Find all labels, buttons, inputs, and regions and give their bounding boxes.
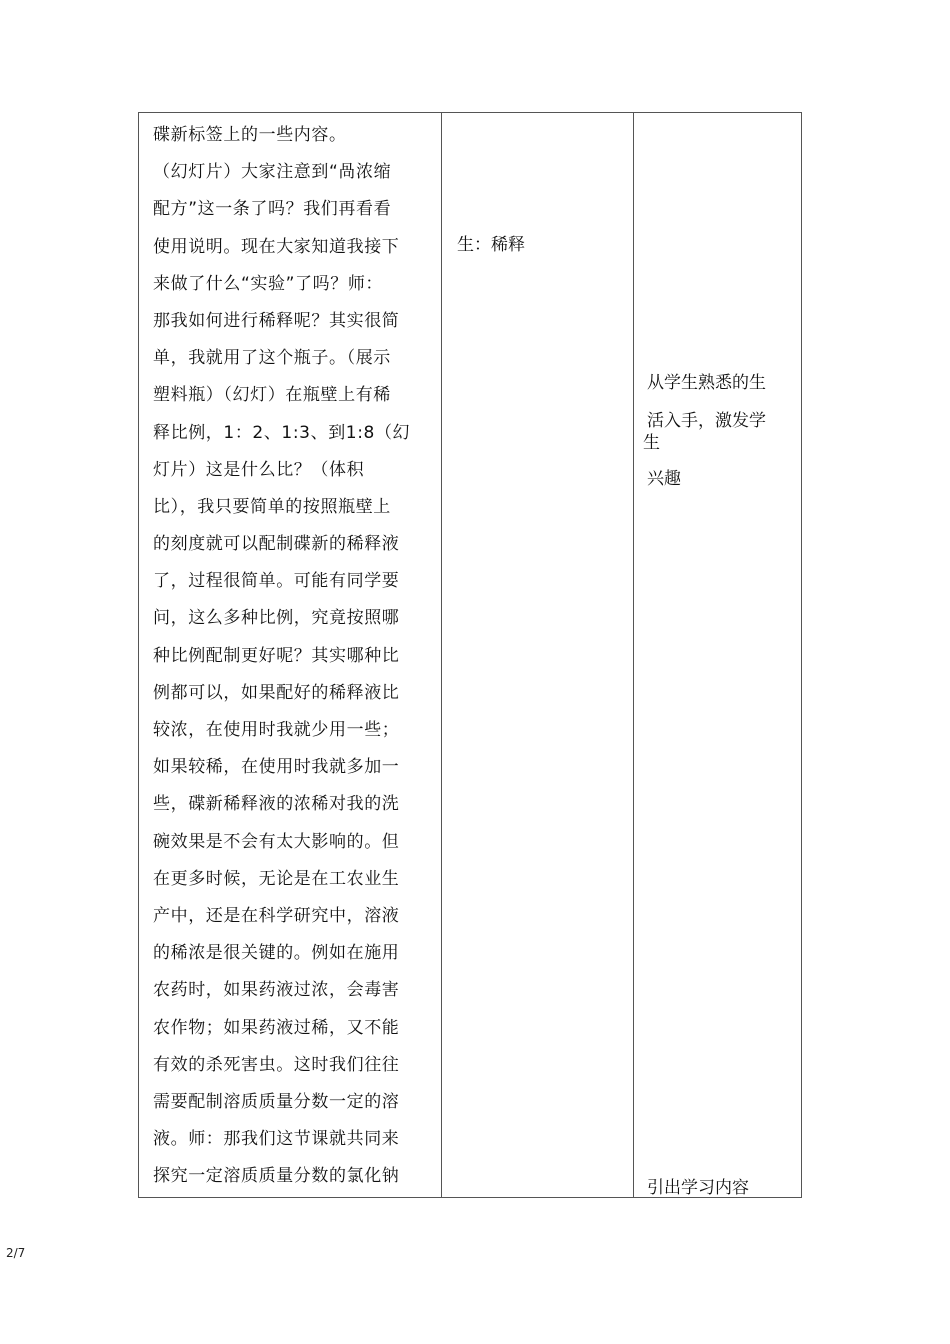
teacher-text-line: 在更多时候，无论是在工农业生 [153,868,400,889]
teacher-text-line: 碟新标签上的一些内容。 [153,125,347,145]
teacher-text-line: 探究一定溶质质量分数的氯化钠 [153,1166,400,1187]
intent-line: 生 [643,433,660,453]
student-activity-cell: 生：稀释 [457,235,525,255]
teacher-text-line: 比），我只要简单的按照瓶壁上 [153,496,391,517]
teacher-text-line: 来做了什么“实验”了吗？师： [153,273,384,294]
teacher-text-line: 液。师：那我们这节课就共同来 [153,1129,400,1150]
lesson-table [138,112,802,1198]
teacher-text-line: 了，过程很简单。可能有同学要 [153,571,400,592]
teacher-text-line: 释比例，1：2、1:3、到1:8（幻 [153,422,411,443]
page-number: 2/7 [6,1246,26,1260]
teacher-text-line: 配方”这一条了吗？我们再看看 [153,199,392,220]
intent-line: 引出学习内容 [647,1178,749,1198]
column-divider [633,113,634,1197]
teacher-text-line: 塑料瓶）（幻灯）在瓶壁上有稀 [153,385,391,406]
intent-line: 活入手，激发学 [647,411,766,431]
teacher-text-line: 农药时，如果药液过浓，会毒害 [153,980,400,1001]
teacher-text-line: 种比例配制更好呢？其实哪种比 [153,645,400,666]
teacher-text-line: 较浓，在使用时我就少用一些； [153,720,400,740]
intent-line: 兴趣 [647,469,681,489]
teacher-text-line: 农作物；如果药液过稀，又不能 [153,1017,400,1038]
teacher-text-line: 灯片）这是什么比？（体积 [153,459,365,480]
teacher-text-line: 需要配制溶质质量分数一定的溶 [153,1091,400,1112]
intent-line: 从学生熟悉的生 [647,373,766,393]
teacher-text-line: 些，碟新稀释液的浓稀对我的洗 [153,794,400,815]
column-divider [441,113,442,1197]
teacher-text-line: 使用说明。现在大家知道我接下 [153,236,400,257]
teacher-text-line: 有效的杀死害虫。这时我们往往 [153,1054,400,1075]
teacher-text-line: 如果较稀，在使用时我就多加一 [153,757,400,778]
teacher-text-line: 单，我就用了这个瓶子。（展示 [153,348,391,369]
teacher-text-line: 的稀浓是很关键的。例如在施用 [153,943,400,964]
teacher-text-line: 产中，还是在科学研究中，溶液 [153,905,400,926]
teacher-text-line: 碗效果是不会有太大影响的。但 [153,831,400,852]
teacher-text-line: 例都可以，如果配好的稀释液比 [153,682,400,703]
teacher-text-line: （幻灯片）大家注意到“咼浓缩 [153,162,392,183]
teacher-text-line: 那我如何进行稀释呢？其实很简 [153,310,400,331]
teacher-activity-cell [153,117,433,1195]
teacher-text-line: 的刻度就可以配制碟新的稀释液 [153,534,400,555]
teacher-text-line: 问，这么多种比例，究竟按照哪 [153,608,400,629]
